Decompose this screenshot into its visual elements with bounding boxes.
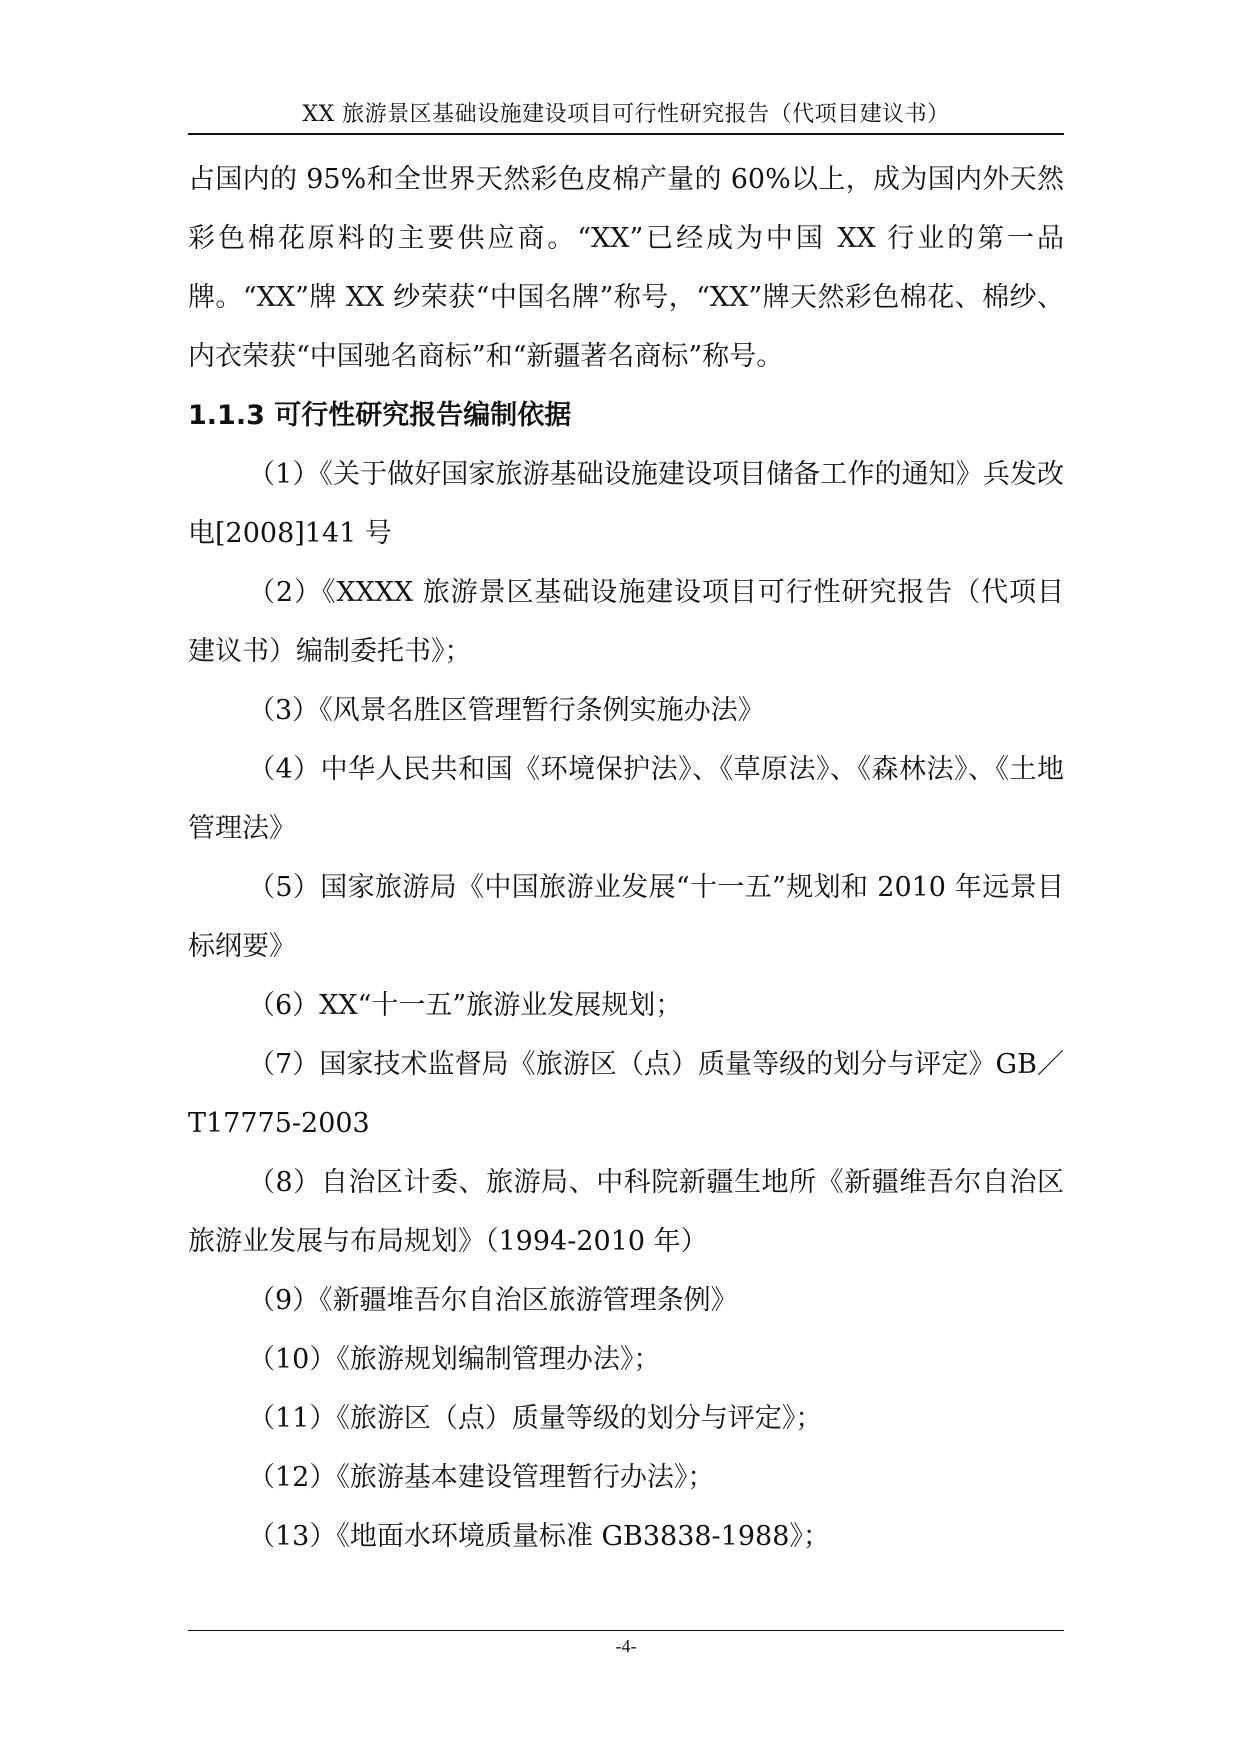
list-item-5: （5）国家旅游局《中国旅游业发展“十一五”规划和 2010 年远景目标纲要》 <box>188 872 1064 962</box>
list-item-9: （9）《新疆堆吾尔自治区旅游管理条例》 <box>248 1285 738 1316</box>
list-item-4: （4）中华人民共和国《环境保护法》、《草原法》、《森林法》、《土地管理法》 <box>188 754 1064 844</box>
list-item-7: （7）国家技术监督局《旅游区（点）质量等级的划分与评定》GB／T17775-2003 <box>188 1049 1064 1139</box>
page-header-title: XX 旅游景区基础设施建设项目可行性研究报告（代项目建议书） <box>302 102 950 127</box>
list-item-3: （3）《风景名胜区管理暂行条例实施办法》 <box>248 695 765 726</box>
document-body <box>188 150 1064 1566</box>
footer-divider <box>188 1630 1064 1631</box>
list-item-2: （2）《XXXX 旅游景区基础设施建设项目可行性研究报告（代项目建议书）编制委托书》； <box>188 577 1064 667</box>
header-divider <box>188 133 1064 135</box>
list-item-8: （8）自治区计委、旅游局、中科院新疆生地所《新疆维吾尔自治区旅游业发展与布局规划》（1994-2010 年） <box>188 1167 1064 1257</box>
page-number: -4- <box>615 1636 637 1656</box>
list-item-1: （1）《关于做好国家旅游基础设施建设项目储备工作的通知》兵发改电[2008]141 号 <box>188 459 1064 549</box>
list-item-12: （12）《旅游基本建设管理暂行办法》； <box>248 1462 715 1493</box>
list-item-13: （13）《地面水环境质量标准 GB3838-1988》； <box>248 1521 830 1552</box>
intro-paragraph: 占国内的 95%和全世界天然彩色皮棉产量的 60%以上，成为国内外天然彩色棉花原料的主要供应商。“XX”已经成为中国 XX 行业的第一品牌。“XX”牌 XX 纱荣获“中国名牌”称号，“XX”牌天然彩色棉花、棉纱、内衣荣获“中国驰名商标”和“新疆著名商标”称号。 <box>188 164 1064 372</box>
list-item-11: （11）《旅游区（点）质量等级的划分与评定》； <box>248 1403 823 1434</box>
section-heading: 1.1.3 可行性研究报告编制依据 <box>188 400 572 431</box>
list-item-6: （6）XX“十一五”旅游业发展规划； <box>248 990 683 1021</box>
list-item-10: （10）《旅游规划编制管理办法》； <box>248 1344 661 1375</box>
